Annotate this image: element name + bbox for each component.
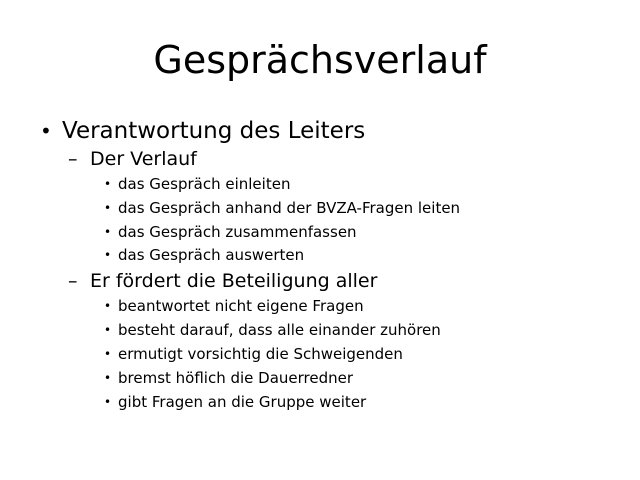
dash-icon: – — [68, 148, 78, 170]
bullet-icon: • — [104, 299, 112, 313]
list-item: • gibt Fragen an die Gruppe weiter — [104, 393, 367, 411]
bullet-icon: • — [104, 201, 112, 215]
list-item: • das Gespräch auswerten — [104, 246, 305, 264]
bullet-icon: • — [104, 371, 112, 385]
bullet-icon: • — [104, 395, 112, 409]
list-item: • beantwortet nicht eigene Fragen — [104, 297, 364, 315]
section-heading-verlauf: – Der Verlauf — [68, 148, 197, 170]
list-item: • besteht darauf, dass alle einander zuhören — [104, 321, 441, 339]
dash-icon: – — [68, 270, 78, 292]
bullet-icon: • — [104, 225, 112, 239]
bullet-icon: • — [40, 119, 52, 143]
section-heading-beteiligung: – Er fördert die Beteiligung aller — [68, 270, 378, 292]
list-item: • bremst höflich die Dauerredner — [104, 369, 354, 387]
main-bullet-text: Verantwortung des Leiters — [62, 118, 366, 144]
bullet-icon: • — [104, 248, 112, 262]
list-item: • das Gespräch einleiten — [104, 175, 291, 193]
list-item: • das Gespräch zusammenfassen — [104, 223, 357, 241]
slide-title: Gesprächsverlauf — [153, 38, 487, 82]
list-item: • ermutigt vorsichtig die Schweigenden — [104, 345, 403, 363]
bullet-icon: • — [104, 177, 112, 191]
bullet-icon: • — [104, 323, 112, 337]
bullet-icon: • — [104, 347, 112, 361]
list-item: • das Gespräch anhand der BVZA-Fragen leiten — [104, 199, 461, 217]
main-bullet — [40, 116, 365, 146]
